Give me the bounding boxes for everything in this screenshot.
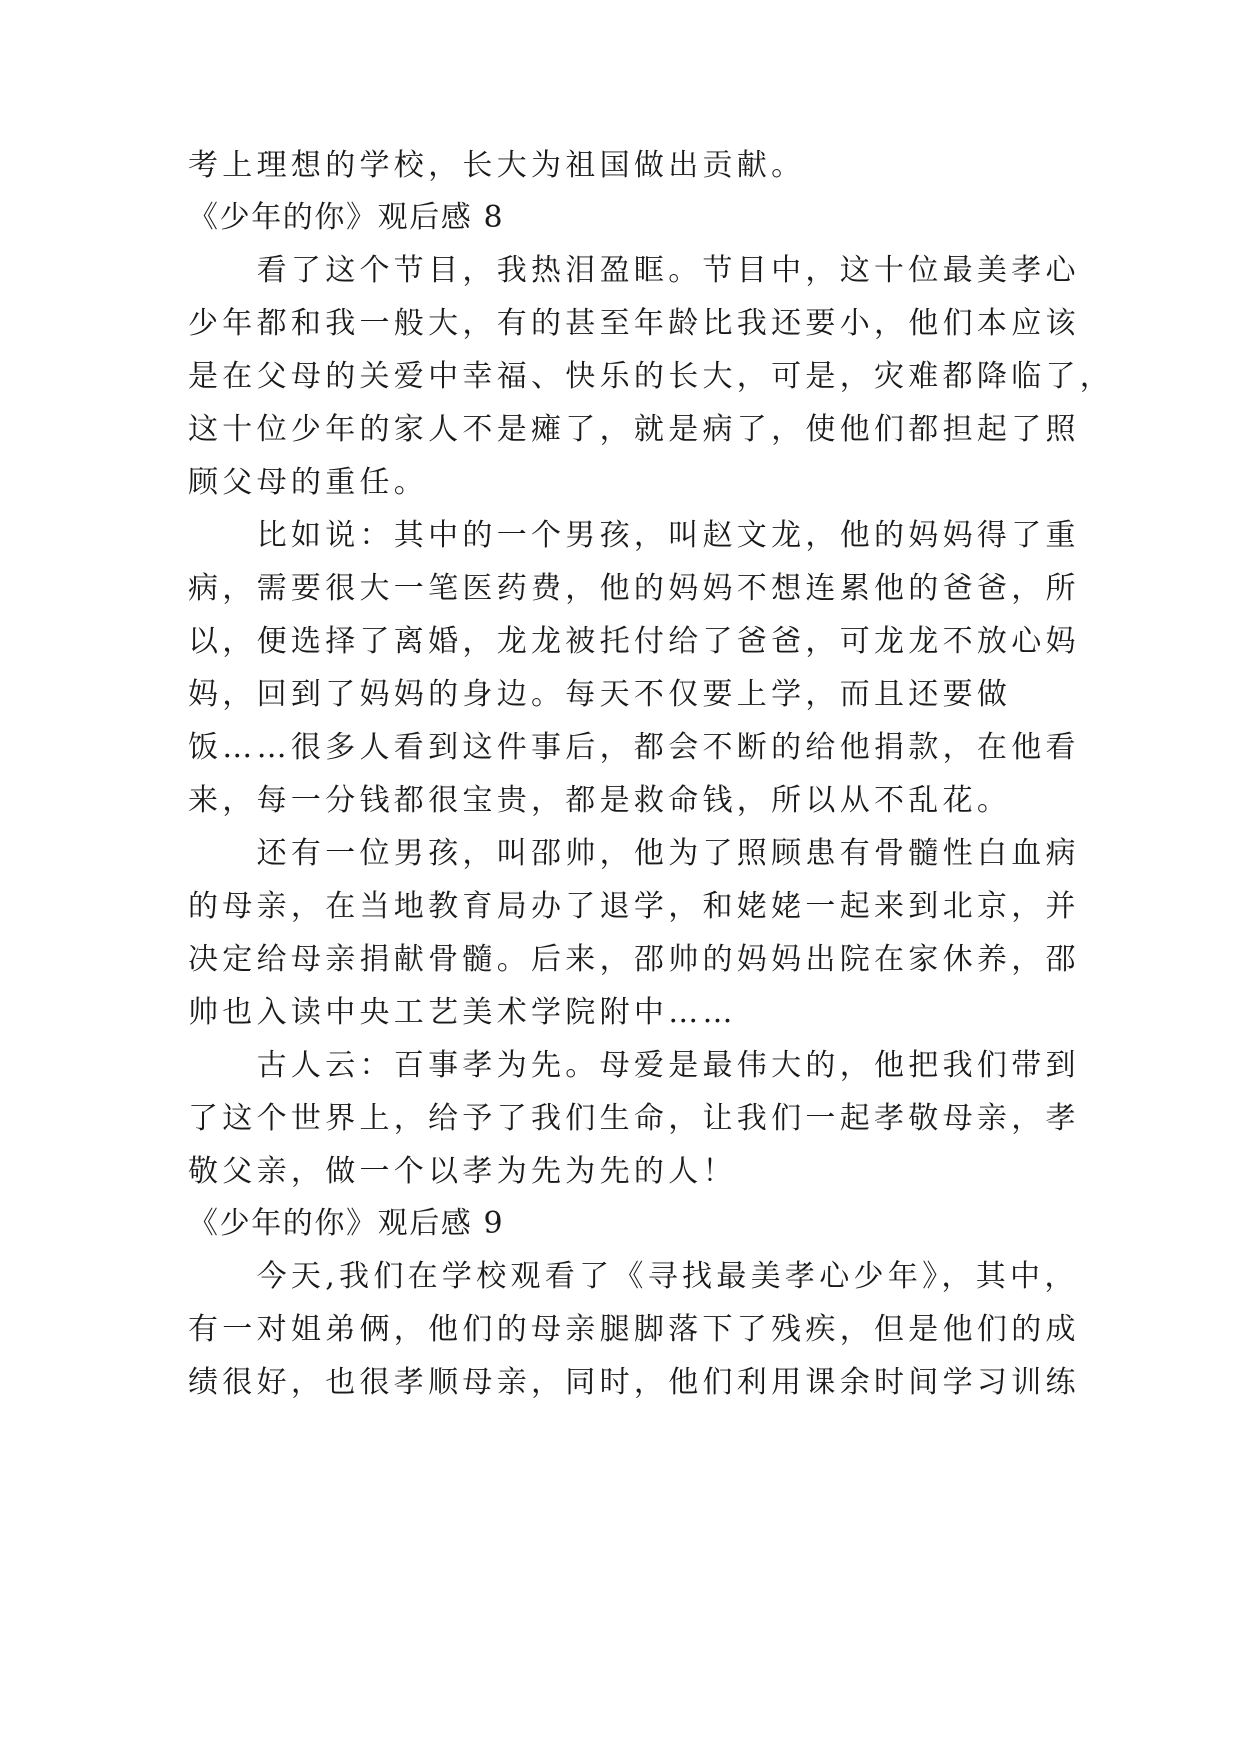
paragraph-line: 考上理想的学校，长大为祖国做出贡献。	[188, 148, 806, 183]
section-heading: 《少年的你》观后感 9	[188, 1206, 505, 1241]
paragraph-line: 今天,我们在学校观看了《寻找最美孝心少年》，其中，	[188, 1259, 1079, 1294]
paragraph-line: 妈，回到了妈妈的身边。每天不仅要上学，而且还要做	[188, 677, 1012, 712]
paragraph-line: 来，每一分钱都很宝贵，都是救命钱，所以从不乱花。	[188, 783, 1012, 818]
paragraph-line: 病，需要很大一笔医药费，他的妈妈不想连累他的爸爸，所	[188, 571, 1080, 606]
paragraph-line: 比如说：其中的一个男孩，叫赵文龙，他的妈妈得了重	[188, 518, 1080, 553]
paragraph-line: 少年都和我一般大，有的甚至年龄比我还要小，他们本应该	[188, 306, 1080, 341]
paragraph-line: 敬父亲，做一个以孝为先为先的人！	[188, 1154, 737, 1189]
section-heading: 《少年的你》观后感 8	[188, 200, 505, 235]
paragraph-line: 古人云：百事孝为先。母爱是最伟大的，他把我们带到	[188, 1048, 1080, 1083]
paragraph-line: 是在父母的关爱中幸福、快乐的长大，可是，灾难都降临了，	[188, 359, 1115, 394]
paragraph-line: 了这个世界上，给予了我们生命，让我们一起孝敬母亲，孝	[188, 1101, 1080, 1136]
paragraph-line: 还有一位男孩，叫邵帅，他为了照顾患有骨髓性白血病	[188, 836, 1080, 871]
paragraph-line: 饭……很多人看到这件事后，都会不断的给他捐款，在他看	[188, 730, 1080, 765]
paragraph-line: 有一对姐弟俩，他们的母亲腿脚落下了残疾，但是他们的成	[188, 1312, 1080, 1347]
paragraph-line: 决定给母亲捐献骨髓。后来，邵帅的妈妈出院在家休养，邵	[188, 942, 1080, 977]
paragraph-line: 以，便选择了离婚，龙龙被托付给了爸爸，可龙龙不放心妈	[188, 624, 1080, 659]
paragraph-line: 绩很好，也很孝顺母亲，同时，他们利用课余时间学习训练	[188, 1365, 1080, 1400]
paragraph-line: 的母亲，在当地教育局办了退学，和姥姥一起来到北京，并	[188, 889, 1080, 924]
paragraph-line: 帅也入读中央工艺美术学院附中……	[188, 995, 737, 1030]
paragraph-line: 顾父母的重任。	[188, 465, 429, 500]
paragraph-line: 这十位少年的家人不是瘫了，就是病了，使他们都担起了照	[188, 412, 1080, 447]
paragraph-line: 看了这个节目，我热泪盈眶。节目中，这十位最美孝心	[188, 253, 1080, 288]
